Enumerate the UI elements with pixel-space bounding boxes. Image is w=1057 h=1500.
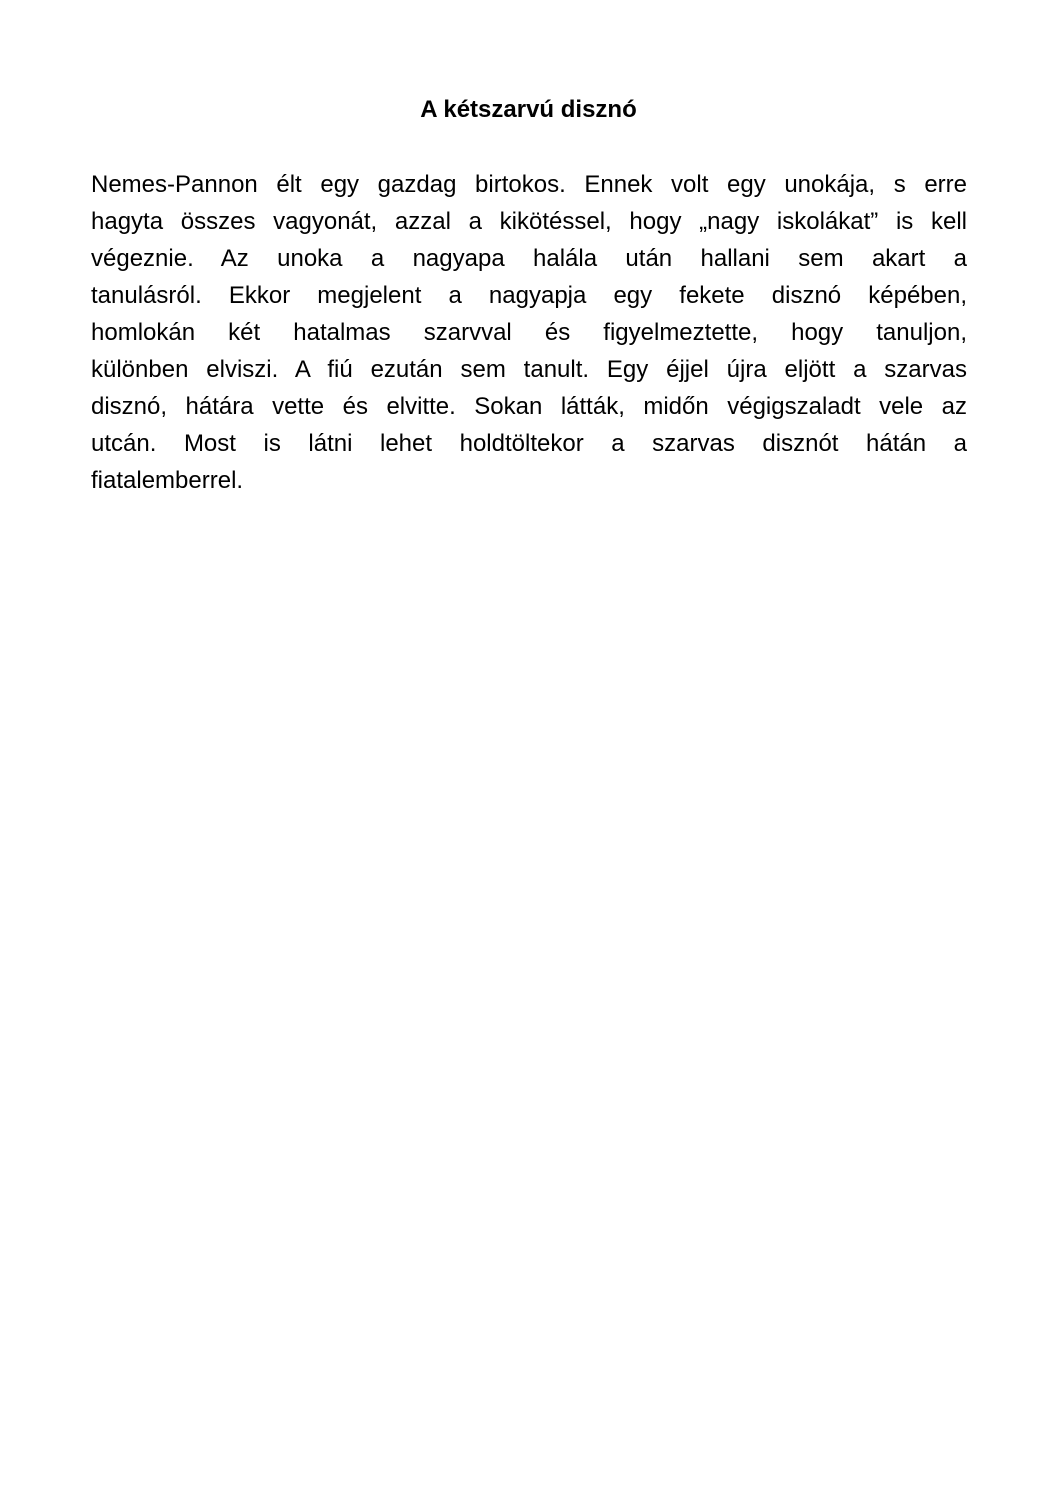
- body-line: fiatalemberrel.: [91, 467, 244, 494]
- body-line: utcán. Most is látni lehet holdtöltekor a szarvas disznót hátán a: [91, 430, 967, 457]
- document-body: [91, 166, 967, 499]
- body-line: különben elviszi. A fiú ezután sem tanult. Egy éjjel újra eljött a szarvas: [91, 356, 967, 383]
- body-line: disznó, hátára vette és elvitte. Sokan látták, midőn végigszaladt vele az: [91, 393, 967, 420]
- body-line: végeznie. Az unoka a nagyapa halála után hallani sem akart a: [91, 245, 967, 272]
- body-line: tanulásról. Ekkor megjelent a nagyapja egy fekete disznó képében,: [91, 282, 967, 309]
- body-line: hagyta összes vagyonát, azzal a kikötéssel, hogy „nagy iskolákat” is kell: [91, 208, 967, 235]
- document-title: A kétszarvú disznó: [420, 96, 637, 123]
- body-line: Nemes-Pannon élt egy gazdag birtokos. Ennek volt egy unokája, s erre: [91, 171, 967, 198]
- body-line: homlokán két hatalmas szarvval és figyelmeztette, hogy tanuljon,: [91, 319, 967, 346]
